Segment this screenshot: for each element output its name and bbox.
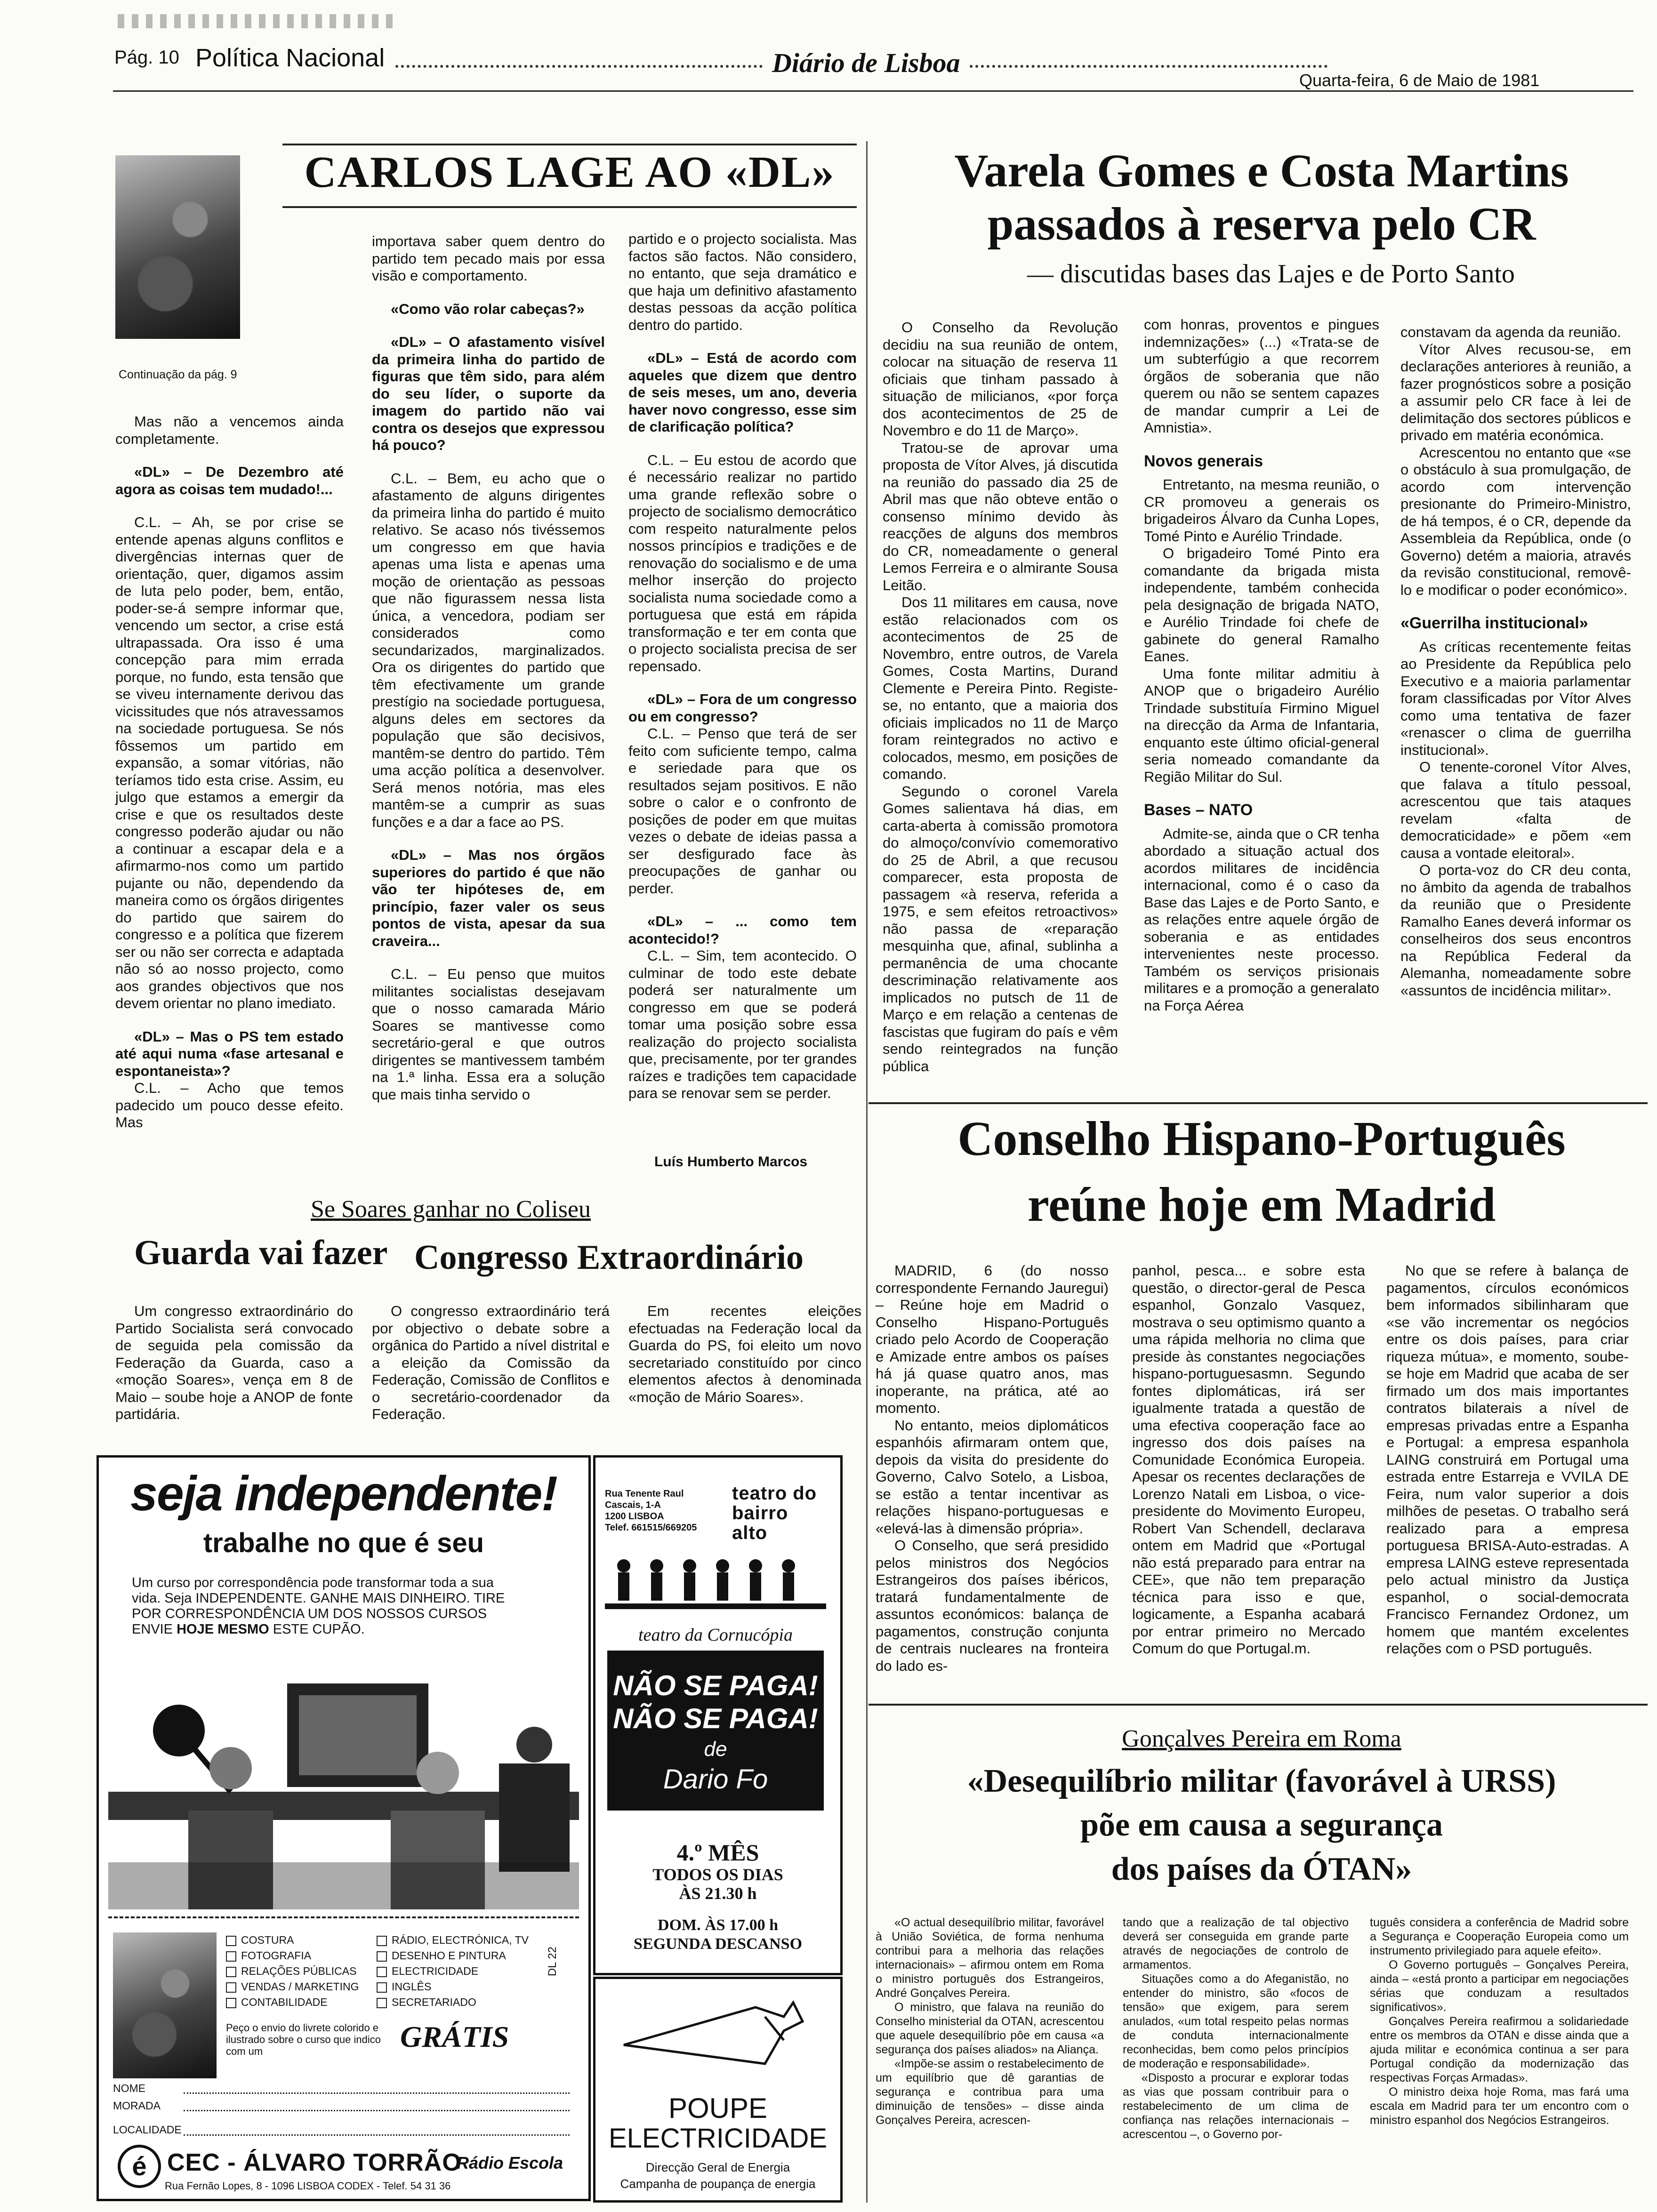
ad-cec-address: Rua Fernão Lopes, 8 - 1096 LISBOA CODEX - Telef. 54 31 36 — [165, 2180, 451, 2192]
course-label: ELECTRICIDADE — [392, 1965, 479, 1977]
course-option[interactable] — [226, 1964, 359, 1979]
paragraph: C.L. – Acho que temos padecido um pouco desse efeito. Mas — [115, 1080, 344, 1130]
checkbox-icon[interactable] — [377, 1951, 387, 1962]
course-label: FOTOGRAFIA — [241, 1949, 312, 1962]
horizontal-divider-right-bottom — [869, 1704, 1648, 1706]
headline-varela-gomes-line1: Varela Gomes e Costa Martins — [954, 144, 1569, 197]
ad-cec-code: DL 22 — [546, 1947, 559, 1977]
course-option[interactable] — [377, 1932, 529, 1948]
checkbox-icon[interactable] — [377, 1982, 387, 1993]
ad-poupe-electricidade — [593, 1977, 843, 2203]
course-label: SECRETARIADO — [392, 1996, 476, 2008]
headline-rule-bottom — [282, 206, 857, 208]
headline-congresso-extraordinario: Congresso Extraordinário — [414, 1238, 804, 1277]
vertical-divider — [866, 141, 868, 2203]
article-photo-carlos-lage — [115, 155, 240, 339]
paragraph: O tenente-coronel Vítor Alves, que falava a título pessoal, acrescentou que tais ataques revelam «falta de democraticidade» e põem «em causa a vontade eleitoral». — [1400, 759, 1631, 861]
page-number: Pág. 10 — [114, 47, 179, 68]
ad-theatre-company: teatro da Cornucópia — [638, 1625, 793, 1645]
paragraph: O ministro, que falava na reunião do Conselho ministerial da OTAN, acrescentou que aquele desequilíbrio pôe em causa «a segurança dos países aliados» na Aliança. — [876, 2001, 1104, 2056]
paragraph: Dos 11 militares em causa, nove estão relacionados com os acontecimentos de 25 de Novembro, entre outros, de Varela Gomes, Costa Martins, Durand Clemente e Pereira Pinto. Registe-se, no entanto, que a maioria dos oficiais implicados no 11 de Março foram reintegrados no activo e colocados, mesmo, em posições de comando. — [883, 594, 1118, 782]
horizontal-divider-right-top — [869, 1102, 1648, 1104]
issue-date: Quarta-feira, 6 de Maio de 1981 — [1299, 71, 1540, 90]
subheadline-lajes-porto-santo: — discutidas bases das Lajes e de Porto Santo — [1027, 259, 1515, 289]
paragraph: Segundo o coronel Varela Gomes salientava há dias, em carta-aberta à comissão promotora do almoço/convívio comemorativo do 25 de Abril, a que recusou comparecer, esta proposta de passagem «à reserva, referida a 1975, e sem efeitos retroactivos» não passa de «reparação mesquinha que, afinal, sublinha a permanência de uma chocante descriminação relativamente aos implicados no putsch de 11 de Março e em relação a centenas de fascistas que fugiram do país e vêm sendo reintegrados na função pública — [883, 783, 1118, 1074]
checkbox-icon[interactable] — [377, 1967, 387, 1977]
kicker-goncalves-pereira: Gonçalves Pereira em Roma — [1122, 1725, 1401, 1752]
course-label: INGLÊS — [392, 1980, 432, 1993]
paragraph: As críticas recentemente feitas ao Presidente da República pelo Executivo e a maioria parlamentar foram classificadas por Vítor Alves como uma tentativa de fazer «renascer o clima de guerrilha institucional». — [1400, 638, 1631, 758]
paragraph: tando que a realização de tal objectivo deverá ser conseguida em grande parte através de negociações de controlo de armamentos. — [1123, 1916, 1349, 1972]
article2-column-3 — [1400, 324, 1631, 999]
ad-theatre-sunday: DOM. ÀS 17.00 h — [658, 1916, 778, 1934]
ad-theatre-time: ÀS 21.30 h — [679, 1884, 757, 1903]
article4-column-3 — [1386, 1262, 1629, 1658]
paragraph: «DL» – De Dezembro até agora as coisas tem mudado!... — [115, 464, 344, 497]
paragraph: Uma fonte militar admitiu à ANOP que o brigadeiro Aurélio Trindade substituía Firmino Miguel na direcção da Arma de Infantaria, enquanto este último oficial-general seria nomeado comandante da Região Militar do Sul. — [1144, 665, 1379, 785]
checkbox-icon[interactable] — [226, 1998, 236, 2008]
checkbox-icon[interactable] — [226, 1936, 236, 1946]
ad-theatre-poster — [607, 1651, 824, 1811]
ad-theatre-address-line-3: 1200 LISBOA — [605, 1511, 664, 1522]
paragraph: panhol, pesca... e sobre esta questão, o director-geral de Pesca espanhol, Gonzalo Vasquez, mostrava o seu optimismo quanto a uma rápida melhoria no clima que preside às constantes negociações hispano-portuguesasmn. Segundo fontes diplomáticas, irá ser igualmente tratada a questão de uma efectiva cooperação face ao ingresso dos dois países na Comunidade Económica Europeia. Apesar os recentes declarações de Lorenzo Natali em Lisboa, o vice-presidente do Movimento Europeu, Robert Van Schendell, declarava ontem em Madrid que «Portugal não está preparado para entrar na CEE», que não tem preparação técnica para isso e que, logicamente, a Espanha acabará por entrar primeiro no Mercado Comum do que Portugal.m. — [1132, 1262, 1365, 1657]
paragraph: «Impõe-se assim o restabelecimento de um equilíbrio que dê garantias de segurança e contribua para uma diminuição de tensões» – disse ainda Gonçalves Pereira, acrescen- — [876, 2057, 1104, 2127]
course-label: VENDAS / MARKETING — [241, 1980, 359, 1993]
ad-theatre-play-de: de — [704, 1738, 727, 1761]
paragraph: Vítor Alves recusou-se, em declarações anteriores à reunião, a fazer prognósticos sobre a posição a assumir pelo CR face à lei de delimitação dos sectores públicos e privado em matéria económica. — [1400, 341, 1631, 443]
article5-column-3 — [1370, 1915, 1629, 2127]
checkbox-icon[interactable] — [377, 1998, 387, 2008]
ad-cec-body-prefix: Um curso por correspondência pode transformar toda a sua vida. Seja INDEPENDENTE. GANHE MAIS DINHEIRO. TIRE POR CORRESPONDÊNCIA UM DOS NOSSOS CURSOS ENVIE — [132, 1575, 505, 1637]
article5-column-2 — [1123, 1915, 1349, 2141]
paragraph: «DL» – Mas o PS tem estado até aqui numa «fase artesanal e espontaneista»? — [115, 1028, 344, 1079]
paragraph: importava saber quem dentro do partido tem pecado mais por essa visão e comportamento. — [372, 233, 605, 284]
ad-cec-field-locality-line[interactable] — [184, 2134, 570, 2136]
article5-column-1 — [876, 1915, 1104, 2127]
headline-desequilibrio-line1: «Desequilíbrio militar (favorável à URSS) — [967, 1763, 1556, 1799]
paragraph: tuguês considera a conferência de Madrid sobre a Segurança e Cooperação Europeia como um instrumento privilegiado para aquele efeito». — [1370, 1916, 1629, 1957]
article1-column-2 — [372, 233, 605, 1103]
newspaper-name: Diário de Lisboa — [772, 48, 960, 78]
masthead-rule — [113, 90, 1633, 92]
paragraph: «DL» – Mas nos órgãos superiores do partido é que não vão ter hipóteses de, em princípio, fazer valer os seus pontos de vista, apesar da sua craveira... — [372, 847, 605, 949]
course-option[interactable] — [226, 1979, 359, 1995]
masthead — [0, 0, 1657, 89]
paragraph: Um congresso extraordinário do Partido Socialista será convocado de seguida pela comissão da Federação da Guarda, caso a «moção Soares», vença em 8 de Maio – soube hoje a ANOP de fonte partidária. — [115, 1303, 353, 1422]
paragraph: Acrescentou no entanto que «se o obstáculo à sua promulgação, de acordo com intervenção presionante do Primeiro-Ministro, de há tempos, é o CR, depende da Assembleia da República, onde (o Governo) detém a maioria, através da revisão constitucional, removê-lo e modificar o poder económico». — [1400, 444, 1631, 598]
ad-cec-field-locality-label: LOCALIDADE — [113, 2124, 182, 2136]
course-label: RÁDIO, ELECTRÓNICA, TV — [392, 1934, 529, 1946]
ad-cec-field-address-label: MORADA — [113, 2100, 161, 2112]
paragraph: No que se refere à balança de pagamentos, círculos económicos bem informados sibilinharam que «se vão incrementar os negócios entre os dois países, para criar riqueza mútua», e momento, soube-se hoje em Madrid que acaba de ser firmado um dos mais importantes contratos bilaterais a nível de empresas privadas entre a Espanha e Portugal: a empresa espanhola LAING construirá em Portugal uma estrada entre Estarreja e VVILA DE Feira, num valor superior a dois milhões de pesetas. O trabalho será realizado para a empresa portuguesa BRISA-Auto-estradas. A empresa LAING esteve representada pelo actual ministro da Justiça espanhol, o social-democrata Francisco Fernandez Ordonez, um homem que mantém excelentes relações com o PSD português. — [1386, 1262, 1629, 1657]
paragraph: O Governo português – Gonçalves Pereira, ainda – «está pronto a participar em negociações sérias que conduzam a resultados significativos». — [1370, 1958, 1629, 2014]
article3-column-2 — [372, 1303, 610, 1423]
headline-conselho-hispano-portugues: Conselho Hispano-Português — [957, 1112, 1566, 1166]
paragraph: Admite-se, ainda que o CR tenha abordado a situação actual dos acordos militares de incidência internacional, como é o caso da Base das Lajes e de Porto Santo, e as relações entre aquele órgão de soberania e as entidades intervenientes neste processo. Também os serviços prisionais militares e a promoção a generalato na Força Aérea — [1144, 825, 1379, 1014]
article3-column-3 — [628, 1303, 861, 1406]
ad-cec-body-bold: HOJE MESMO — [177, 1622, 269, 1637]
headline-rule-top — [282, 144, 857, 145]
paragraph: «Disposto a procurar e explorar todas as vias que possam contribuir para o restabelecimento de um clima de confiança nas relações internacionais – acrescentou –, o Governo por- — [1123, 2071, 1349, 2141]
paragraph: «DL» – Fora de um congresso ou em congresso? — [628, 691, 857, 725]
paragraph: com honras, proventos e pingues indemnizações» (...) «Trata-se de um subterfúgio a que recorrem órgãos de soberania que não querem ou não se sentem capazes de mandar cumprir a Lei de Amnistia». — [1144, 316, 1379, 436]
paragraph: «DL» – ... como tem acontecido!? — [628, 913, 857, 947]
paragraph: O congresso extraordinário terá por objectivo o debate sobre a orgânica do Partido a nível distrital e a eleição da Comissão da Federação, Comissão de Conflitos e o secretário-coordenador da Federação. — [372, 1303, 610, 1422]
ad-cec-subhead: trabalhe no que é seu — [203, 1528, 484, 1558]
ad-cec-couple-illustration — [113, 1932, 217, 2078]
ad-theatre-dancers-illustration — [605, 1552, 826, 1618]
course-option[interactable] — [377, 1964, 529, 1979]
course-label: RELAÇÕES PÚBLICAS — [241, 1965, 357, 1977]
headline-carlos-lage: CARLOS LAGE AO «DL» — [304, 148, 835, 197]
paragraph: Gonçalves Pereira reafirmou a solidariedade entre os membros da OTAN e disse ainda que a ajuda militar e económica continua a ser para Portugal condição da modernização das respectivas Forças Armadas». — [1370, 2015, 1629, 2084]
ad-cec-illustration — [108, 1655, 579, 1909]
ad-cec-coupon — [108, 1916, 579, 2121]
ad-cec-field-name-line[interactable] — [184, 2092, 570, 2094]
paragraph: C.L. – Sim, tem acontecido. O culminar de todo este debate poderá ser naturalmente um congresso em que se poderá tomar uma posição sobre essa realização do projecto socialista que, precisamente, por ter grandes raízes e tradições tem capacidade para se renovar sem se perder. — [628, 947, 857, 1101]
checkbox-icon[interactable] — [226, 1951, 236, 1962]
course-label: COSTURA — [241, 1934, 294, 1946]
paragraph: Em recentes eleições efectuadas na Federação local da Guarda do PS, foi eleito um novo secretariado constituído por cinco elementos afectos à denominada «moção de Mário Soares». — [628, 1303, 861, 1405]
paragraph: MADRID, 6 (do nosso correspondente Fernando Jauregui) – Reúne hoje em Madrid o Conselho Hispano-Português criado pelo Acordo de Cooperação e Amizade entre ambos os países há já quase quatro anos, mas inoperante, na prática, até ao momento. — [876, 1262, 1109, 1416]
course-option[interactable] — [377, 1995, 529, 2010]
paragraph: «DL» – O afastamento visível da primeira linha do partido de figuras que têm sido, para além do seu líder, o suporte da imagem do partido não vai contra os desejos que expressou há pouco? — [372, 334, 605, 453]
paragraph: C.L. – Penso que terá de ser feito com suficiente tempo, calma e seriedade para que os resultados sejam positivos. E não sobre o calor e o confronto de posições de poder em que muitas vezes o debate de ideias passa a ser desfigurado face às preocupações de ganhar ou perder. — [628, 725, 857, 897]
paragraph: C.L. – Bem, eu acho que o afastamento de alguns dirigentes da primeira linha do partido é muito relativo. Se acaso nós tivéssemos um congresso em que havia apenas uma lista e apenas uma moção de orientação as pessoas que não figurassem nessa lista única, a vencedora, podiam ser considerados como secundarizados, marginalizados. Ora os dirigentes do partido que têm efectivamente um grande prestígio na sociedade portuguesa, alguns deles em sectores da população que são decisivos, mantêm-se dentro do partido. Têm uma acção política a desenvolver. Será menos notória, mas eles mantêm-se a cumprir as suas funções e a dar a face ao PS. — [372, 470, 605, 830]
ad-theatre-month: 4.º MÊS — [676, 1839, 759, 1866]
headline-reune-madrid: reúne hoje em Madrid — [1027, 1178, 1496, 1232]
ad-cec-body — [132, 1575, 518, 1637]
course-option[interactable] — [226, 1948, 359, 1964]
paragraph: O porta-voz do CR deu conta, no âmbito da agenda de trabalhos da reunião que o Presidente Ramalho Eanes deverá informar os conselheiros dos seus encontros na República Federal da Alemanha, nomeadamente sobre «assuntos de incidência militar». — [1400, 862, 1631, 999]
ad-theatre-address-line-1: Rua Tenente Raul — [605, 1489, 684, 1499]
section-name: Política Nacional — [195, 44, 385, 72]
ad-cec-field-address-line[interactable] — [184, 2110, 570, 2111]
paragraph: Entretanto, na mesma reunião, o CR promoveu a generais os brigadeiros Álvaro da Cunha Lopes, Tomé Pinto e Aurélio Trindade. — [1144, 476, 1379, 545]
ad-energy-line1: POUPE — [668, 2092, 768, 2124]
paragraph: C.L. – Eu estou de acordo que é necessário realizar no partido uma grande reflexão sobre o projecto de socialismo democrático com respeito naturalmente pelos nossos princípios e tradições e de renovação do socialismo e de uma melhor inserção do projecto socialista numa sociedade como a portuguesa que está em rápida transformação e ter em conta que o projecto socialista precisa de ser repensado. — [628, 451, 857, 674]
ad-cec-field-name-label: NOME — [113, 2082, 145, 2094]
ad-theatre-brand: teatro do bairro alto — [732, 1483, 817, 1543]
headline-desequilibrio-line3: dos países da ÓTAN» — [1111, 1851, 1412, 1887]
ad-theatre-nao-se-paga — [593, 1455, 843, 1975]
article2-column-2 — [1144, 316, 1379, 1014]
article1-column-3 — [628, 231, 857, 1102]
paragraph: No entanto, meios diplomáticos espanhóis afirmaram ontem que, depois da visita do presidente do Governo, Calvo Sotelo, a Lisboa, se estão a tentar incentivar as relações hispano-portuguesas e «elevá-las à dimensão própria». — [876, 1417, 1109, 1537]
ad-cec-courses-left — [226, 1932, 359, 2010]
ad-theatre-play-author: Dario Fo — [663, 1764, 768, 1795]
course-label: CONTABILIDADE — [241, 1996, 328, 2008]
checkbox-icon[interactable] — [377, 1936, 387, 1946]
ad-theatre-play-title-1: NÃO SE PAGA! — [613, 1670, 818, 1701]
ad-cec-courses-right — [377, 1932, 529, 2010]
course-label: DESENHO E PINTURA — [392, 1949, 506, 1962]
paragraph: Mas não a vencemos ainda completamente. — [115, 413, 344, 447]
paragraph: O Conselho da Revolução decidiu na sua reunião de ontem, colocar na situação de reserva 11 oficiais que tinham passado à situação de milicianos, «por força dos acontecimentos de 25 de Novembro e do 11 de Março». — [883, 319, 1118, 439]
photo-caption: Continuação da pág. 9 — [119, 368, 237, 381]
article1-author: Luís Humberto Marcos — [654, 1154, 808, 1170]
ad-energy-line2: ELECTRICIDADE — [608, 2123, 828, 2154]
masthead-dotted-rule-right — [970, 65, 1327, 68]
masthead-smudge — [118, 14, 400, 28]
kicker-soares-coliseu: Se Soares ganhar no Coliseu — [311, 1196, 591, 1223]
headline-varela-gomes-line2: passados à reserva pelo CR — [987, 198, 1536, 250]
article4-column-2 — [1132, 1262, 1365, 1658]
ad-theatre-address-line-4: Telef. 661515/669205 — [605, 1523, 697, 1533]
article3-column-1 — [115, 1303, 353, 1423]
paragraph: O ministro deixa hoje Roma, mas fará uma escala em Madrid para ter um encontro com o ministro espanhol dos Negócios Estrangeiros. — [1370, 2085, 1629, 2127]
course-option[interactable] — [377, 1979, 529, 1995]
article2-column-1 — [883, 319, 1118, 1075]
course-option[interactable] — [377, 1948, 529, 1964]
paragraph: Situações como a do Afeganistão, no entender do ministro, são «focos de tensão» que exigem, para serem anulados, «um total respeito pelas normas de conduta internacionalmente reconhecidas, bem como pelos princípios de moderação e responsabilidade». — [1123, 1972, 1349, 2070]
paragraph: «O actual desequilíbrio militar, favorável à União Soviética, de forma nenhuma contribui para a melhoria das relações internacionais» – afirmou ontem em Roma o ministro português dos Estrangeiros, André Gonçalves Pereira. — [876, 1916, 1104, 2000]
article1-column-1 — [115, 413, 344, 1131]
article4-column-1 — [876, 1262, 1109, 1675]
paragraph: partido e o projecto socialista. Mas factos são factos. Não considero, no entanto, que seja dramático e que haja um definitivo afastamento destas pessoas da acção política dentro do partido. — [628, 231, 857, 333]
ad-theatre-days: TODOS OS DIAS — [652, 1865, 783, 1884]
paragraph: «Como vão rolar cabeças?» — [391, 300, 585, 317]
ad-cec-logo: é — [118, 2145, 161, 2188]
paragraph: «DL» – Está de acordo com aqueles que dizem que dentro de seis meses, um ano, deveria haver novo congresso, esse sim de clarificação política? — [628, 350, 857, 435]
ad-energy-org: Direcção Geral de Energia — [645, 2160, 790, 2174]
checkbox-icon[interactable] — [226, 1967, 236, 1977]
ad-cec-correspondence-course — [97, 1455, 591, 2201]
paragraph: constavam da agenda da reunião. — [1400, 324, 1621, 340]
ad-cec-body-suffix: ESTE CUPÃO. — [273, 1622, 365, 1637]
ad-energy-campaign: Campanha de poupança de energia — [620, 2177, 816, 2191]
subheading: «Guerrilha institucional» — [1400, 614, 1588, 632]
masthead-dotted-rule-left — [395, 65, 763, 68]
ad-theatre-address-line-2: Cascais, 1-A — [605, 1500, 661, 1510]
headline-desequilibrio-line2: põe em causa a segurança — [1080, 1807, 1443, 1843]
ad-cec-headline: seja independente! — [130, 1467, 557, 1521]
checkbox-icon[interactable] — [226, 1982, 236, 1993]
subheading: Bases – NATO — [1144, 801, 1253, 819]
paragraph: Tratou-se de aprovar uma proposta de Vítor Alves, já discutida na reunião do passado dia 25 de Abril mas que não obteve então o consenso mínimo devido às reacções de alguns dos membros do CR, nomeadamente o general Lemos Ferreira e o almirante Sousa Leitão. — [883, 439, 1118, 593]
paragraph: O Conselho, que será presidido pelos ministros dos Negócios Estrangeiros dos países ibéricos, tratará fundamentalmente de assuntos económicos: balança de pagamentos, construção conjunta de centrais nucleares na fronteira do lado es- — [876, 1537, 1109, 1674]
paragraph: C.L. – Eu penso que muitos militantes socialistas desejavam que o nosso camarada Mário Soares se mantivesse como secretário-geral e que outros dirigentes se mantivessem também na 1.ª linha. Essa era a solução que mais tinha servido o — [372, 966, 605, 1103]
ad-theatre-address — [605, 1488, 697, 1533]
plug-icon — [614, 1988, 821, 2078]
course-option[interactable] — [226, 1932, 359, 1948]
headline-guarda: Guarda vai fazer — [134, 1234, 388, 1272]
ad-theatre-rest: SEGUNDA DESCANSO — [633, 1935, 803, 1953]
paragraph: O brigadeiro Tomé Pinto era comandante da brigada mista independente, também conhecida pela designação de brigada NATO, e Aurélio Trindade foi chefe de gabinete do general Ramalho Eanes. — [1144, 545, 1379, 665]
ad-cec-brand: CEC - ÁLVARO TORRÃO — [167, 2149, 462, 2176]
ad-cec-brand-suffix: Rádio Escola — [457, 2153, 563, 2172]
course-option[interactable] — [226, 1995, 359, 2010]
ad-theatre-play-title-2: NÃO SE PAGA! — [613, 1703, 818, 1734]
paragraph: C.L. – Ah, se por crise se entende apenas alguns conflitos e divergências internas quer de orientação, quer, digamos assim de luta pelo poder, bem, então, poder-se-á sempre informar que, vencendo um sector, a crise está ultrapassada. Ora isso é uma concepção para mim errada porque, no fundo, esta tensão que se viveu internamente derivou das vicissitudes que nós atravessamos na sociedade portuguesa. Se nós fôssemos um partido em expansão, a somar vitórias, não teríamos tido esta crise. Assim, eu julgo que estamos a emergir da crise e que os resultados deste congresso poderão ajudar ou não a continuar a escapar dela e a afirmarmo-nos como um partido pujante ou não, dependendo da maneira como os órgãos dirigentes do partido que sairem do congresso e a política que fizerem ser ou não ser correcta e adaptada não só ao nosso projecto, como aos grandes objectivos que nos devem orientar no plano imediato. — [115, 514, 344, 1011]
subheading: Novos generais — [1144, 452, 1263, 470]
ad-cec-gratis: GRÁTIS — [400, 2020, 509, 2053]
ad-cec-coupon-note: Peço o envio do livrete colorido e ilustrado sobre o curso que indico com um — [226, 2022, 381, 2057]
